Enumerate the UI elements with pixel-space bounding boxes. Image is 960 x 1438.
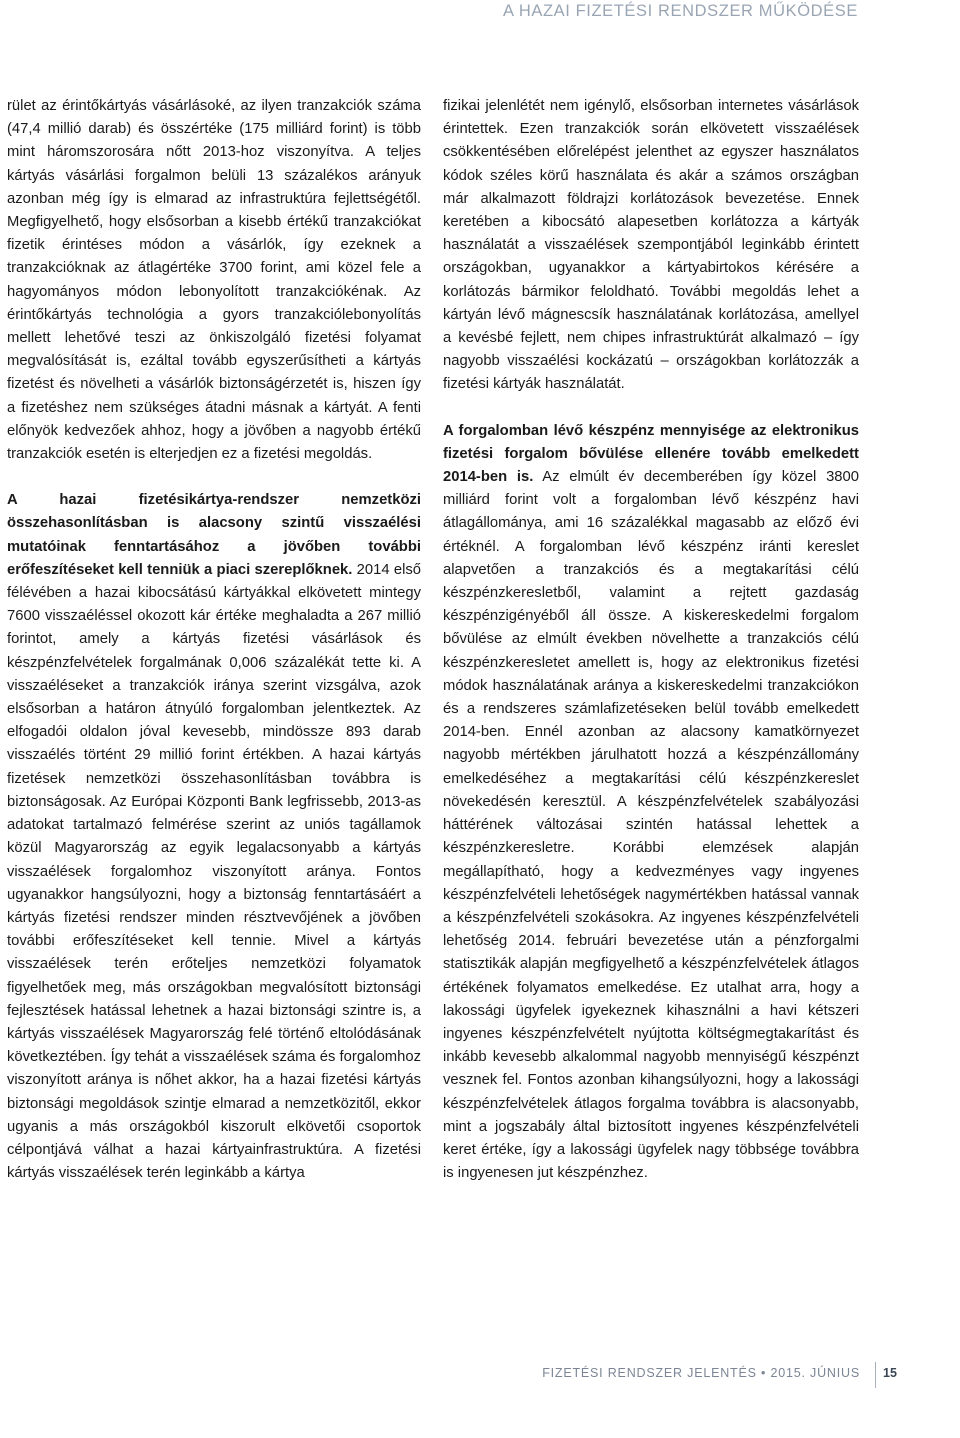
paragraph: [7, 489, 421, 1185]
footer-divider: [875, 1362, 876, 1388]
page-number: 15: [883, 1366, 897, 1380]
paragraph: [443, 420, 859, 1186]
paragraph-text: 2014 első félévében a hazai kibocsátású kártyákkal elkövetett mintegy 7600 visszaéléssel okozott kár értéke meghaladta a 267 millió forintot, amely a kártyás fizetési vásárlások és készpénzfelvételek forgalmának 0,006 százalékát tette ki. A visszaéléseket a tranzakciók iránya szerint vizsgálva, azok elsősorban a határon átnyúló forgalomban jelentkeztek. Az elfogadói oldalon jóval kevesebb, mindössze 893 darab visszaélés történt 29 millió forint értékben. A hazai kártyás fizetések nemzetközi összehasonlításban továbbra is biztonságosak. Az Európai Központi Bank legfrissebb, 2013-as adatokat tartalmazó felmérése szerint az uniós tagállamok közül Magyarország az egyik legalacsonyabb a kártyás visszaélések forgalomhoz viszonyított aránya. Fontos ugyanakkor hangsúlyozni, hogy a biztonság fenntartásáért a kártyás fizetési rendszer minden résztvevőjének a jövőben további erőfeszítéseket kell tennie. Mivel a kártyás visszaélések terén erőteljes nemzetközi folyamatok figyelhetőek meg, más országokban megvalósított biztonsági fejlesztések hatással lehetnek a hazai biztonsági szintre is, a kártyás visszaélések Magyarország felé történő eltolódásának következtében. Így tehát a visszaélések száma és forgalomhoz viszonyított aránya is nőhet akkor, ha a hazai fizetési kártyás biztonsági megoldások szintje elmarad a nemzetközitől, ekkor ugyanis a más országokból kiszorult elkövetői csoportok célpontjává válhat a hazai kártyainfrastruktúra. A fizetési kártyás visszaélések terén leginkább a kártya: [7, 561, 421, 1182]
footer-title: FIZETÉSI RENDSZER JELENTÉS • 2015. JÚNIUS: [542, 1366, 860, 1380]
page-footer: [0, 1362, 960, 1392]
paragraph: fizikai jelenlétét nem igénylő, elsősorban internetes vásárlások érintettek. Ezen tranzakciók során elkövetett visszaélések csökkentésében előrelépést jelenthet az egyszer használatos kódok széles körű használata és akár a számos országban már alkalmazott földrajzi korlátozások bevezetése. Ennek keretében a kibocsátó alapesetben korlátozza a kártyák használatát a visszaélések szempontjából leginkább érintett országokban, ugyanakkor a kártyabirtokos kérésére a korlátozás bármikor feloldható. További megoldás lehet a kártyán lévő mágnescsík használatának korlátozása, amellyel a kevésbé fejlett, nem chipes infrastruktúrát alkalmazó – így nagyobb visszaélési kockázatú – országokban korlátozzák a fizetési kártyák használatát.: [443, 98, 859, 393]
bold-lead: A forgalomban lévő készpénz mennyisége az elektronikus fizetési forgalom bővülése ellenére tovább emelkedett 2014-ben is.: [443, 422, 859, 486]
bold-lead: A hazai fizetésikártya-rendszer nemzetközi összehasonlításban is alacsony szintű visszaélési mutatóinak fenntartásához a jövőben további erőfeszítéseket kell tenniük a piaci szereplőknek.: [7, 492, 421, 578]
page-header-title: A HAZAI FIZETÉSI RENDSZER MŰKÖDÉSE: [502, 2, 858, 20]
left-column: [7, 95, 421, 1185]
paragraph: rület az érintőkártyás vásárlásoké, az ilyen tranzakciók száma (47,4 millió darab) és összértéke (175 milliárd forint) is több mint háromszorosára nőtt 2013-hoz viszonyítva. A teljes kártyás vásárlási forgalmon belüli 13 százalékos arányuk azonban még így is elmarad az infrastruktúra fejlettségétől. Megfigyelhető, hogy elsősorban a kisebb értékű tranzakciókat fizetik érintéses módon a vásárlók, így ezeknek a tranzakcióknak az átlagértéke 3700 forint, ami közel fele a hagyományos módon lebonyolított tranzakciókénak. Az érintőkártyás technológia a gyors tranzakciólebonyolítás mellett lehetővé teszi az önkiszolgáló fizetési folyamat megvalósítását is, ezáltal tovább egyszerűsítheti a kártyás fizetést és növelheti a vásárlók biztonságérzetét is, hiszen így a fizetéshez nem szükséges átadni másnak a kártyát. A fenti előnyök kedvezőek ahhoz, hogy a jövőben a nagyobb értékű tranzakciók esetén is elterjedjen ez a fizetési megoldás.: [7, 98, 421, 463]
right-column: [443, 95, 859, 1185]
paragraph-text: Az elmúlt év decemberében így közel 3800 milliárd forint volt a forgalomban lévő készpénz havi átlagállománya, ami 16 százalékkal magasabb az előző évi értéknél. A forgalomban lévő készpénz iránti kereslet alapvetően a tranzakciós és a megtakarítási célú készpénzkeresletből, valamint a rejtett gazdaság készpénzigényéből áll össze. A kiskereskedelmi forgalom bővülése az elmúlt években növelhette a tranzakciós célú készpénzkeresletet amellett is, hogy az elektronikus fizetési módok használatának aránya a kiskereskedelmi tranzakciókon és a rendszeres számlafizetéseken belül tovább emelkedett 2014-ben. Ennél azonban az alacsony kamatkörnyezet nagyobb mértékben járulhatott hozzá a készpénzállomány emelkedéséhez a megtakarítási célú készpénzkereslet növekedésén keresztül. A készpénzfelvételek szabályozási háttérének változásai szintén hatással lehettek a készpénzkeresletre. Korábbi elemzések alapján megállapítható, hogy a kedvezményes vagy ingyenes készpénzfelvételi lehetőségek nagymértékben hatással vannak a készpénzfelvételi szokásokra. Az ingyenes készpénzfelvételi lehetőség 2014. februári bevezetése után a pénzforgalmi statisztikák alapján megfigyelhető a készpénzfelvételek átlagos értékének folyamatos emelkedése. Ez utalhat arra, hogy a lakossági ügyfelek igyekeznek kihasználni a havi kétszeri ingyenes készpénzfelvételt nyújtotta költségmegtakarítást és inkább kevesebb alkalommal nagyobb mennyiségű készpénzt vesznek fel. Fontos azonban kihangsúlyozni, hogy a lakossági készpénzfelvételek átlagos forgalma továbbra is alacsonyabb, mint a jogszabály által biztosított ingyenes készpénzfelvételi keret értéke, így a lakossági ügyfelek nagy többsége továbbra is ingyenesen jut készpénzhez.: [443, 469, 859, 1182]
